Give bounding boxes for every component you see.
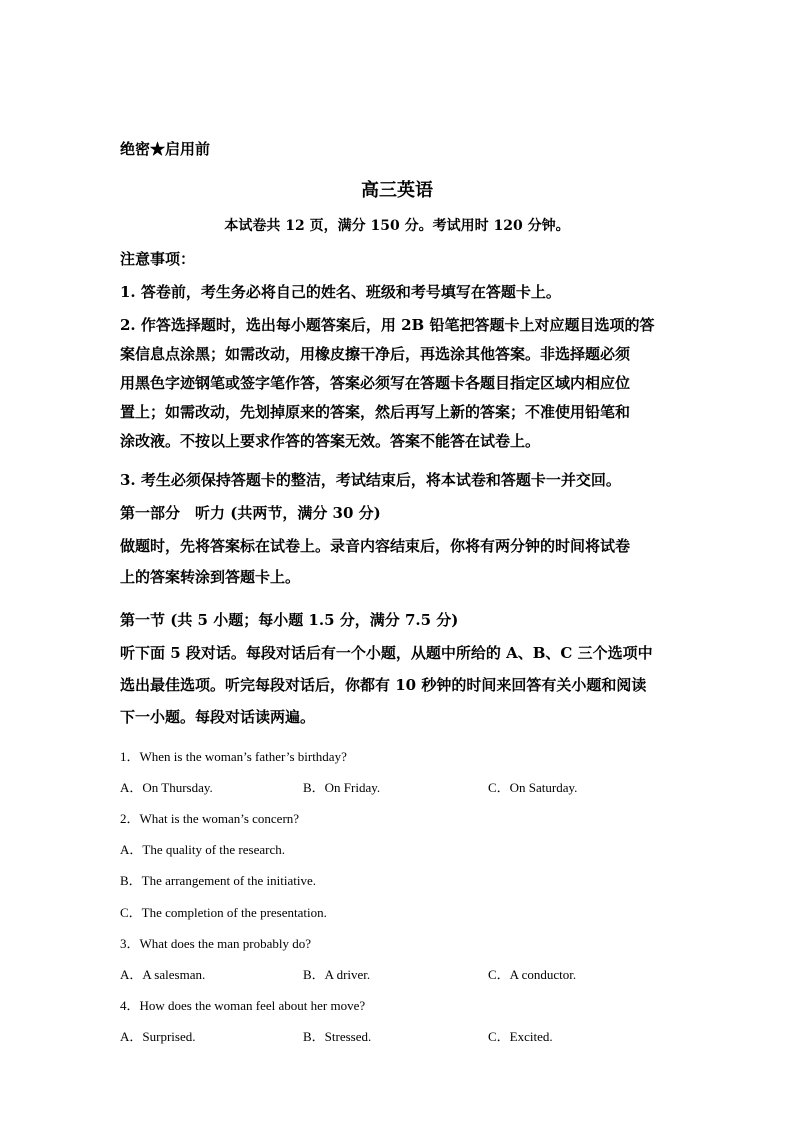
part1-heading: 第一部分 听力 (共两节，满分 30 分) xyxy=(120,504,381,522)
option-c: C．Excited. xyxy=(488,1029,553,1044)
notice-item: 3. 考生必须保持答题卡的整洁，考试结束后，将本试卷和答题卡一并交回。 xyxy=(120,471,621,489)
exam-title: 高三英语 xyxy=(361,180,433,201)
section1-instruction: 听下面 5 段对话。每段对话后有一个小题，从题中所给的 A、B、C 三个选项中 xyxy=(120,644,653,662)
notice-heading: 注意事项： xyxy=(120,250,196,268)
option-a: A．On Thursday. xyxy=(120,780,213,795)
section1-instruction: 下一小题。每段对话读两遍。 xyxy=(120,708,316,726)
notice-item: 2. 作答选择题时，选出每小题答案后，用 2B 铅笔把答题卡上对应题目选项的答 xyxy=(120,316,655,334)
exam-subtitle: 本试卷共 12 页，满分 150 分。考试用时 120 分钟。 xyxy=(224,218,570,234)
option-b: B．A driver. xyxy=(303,967,371,982)
notice-item: 置上；如需改动，先划掉原来的答案，然后再写上新的答案；不准使用铅笔和 xyxy=(120,403,631,421)
question-text: 1．When is the woman’s father’s birthday? xyxy=(120,749,347,764)
section1-heading: 第一节 (共 5 小题；每小题 1.5 分，满分 7.5 分) xyxy=(120,611,459,629)
question-text: 4．How does the woman feel about her move? xyxy=(120,998,366,1013)
question-text: 2．What is the woman’s concern? xyxy=(120,811,300,826)
notice-item: 1. 答卷前，考生务必将自己的姓名、班级和考号填写在答题卡上。 xyxy=(120,283,561,301)
option-a: A．Surprised. xyxy=(120,1029,196,1044)
notice-item: 案信息点涂黑；如需改动，用橡皮擦干净后，再选涂其他答案。非选择题必须 xyxy=(120,345,631,363)
option-c: C．A conductor. xyxy=(488,967,577,982)
notice-item: 涂改液。不按以上要求作答的答案无效。答案不能答在试卷上。 xyxy=(120,432,541,450)
question-text: 3．What does the man probably do? xyxy=(120,936,311,951)
option-b: B．The arrangement of the initiative. xyxy=(120,873,317,888)
part1-instruction: 上的答案转涂到答题卡上。 xyxy=(120,568,301,586)
part1-instruction: 做题时，先将答案标在试卷上。录音内容结束后，你将有两分钟的时间将试卷 xyxy=(120,537,631,555)
option-a: A．A salesman. xyxy=(120,967,206,982)
option-c: C．On Saturday. xyxy=(488,780,578,795)
option-b: B．Stressed. xyxy=(303,1029,372,1044)
section1-instruction: 选出最佳选项。听完每段对话后，你都有 10 秒钟的时间来回答有关小题和阅读 xyxy=(120,676,647,694)
option-b: B．On Friday. xyxy=(303,780,381,795)
option-c: C．The completion of the presentation. xyxy=(120,905,327,920)
confidential-label: 绝密★启用前 xyxy=(120,140,211,158)
notice-item: 用黑色字迹钢笔或签字笔作答，答案必须写在答题卡各题目指定区域内相应位 xyxy=(120,374,631,392)
option-a: A．The quality of the research. xyxy=(120,842,285,857)
